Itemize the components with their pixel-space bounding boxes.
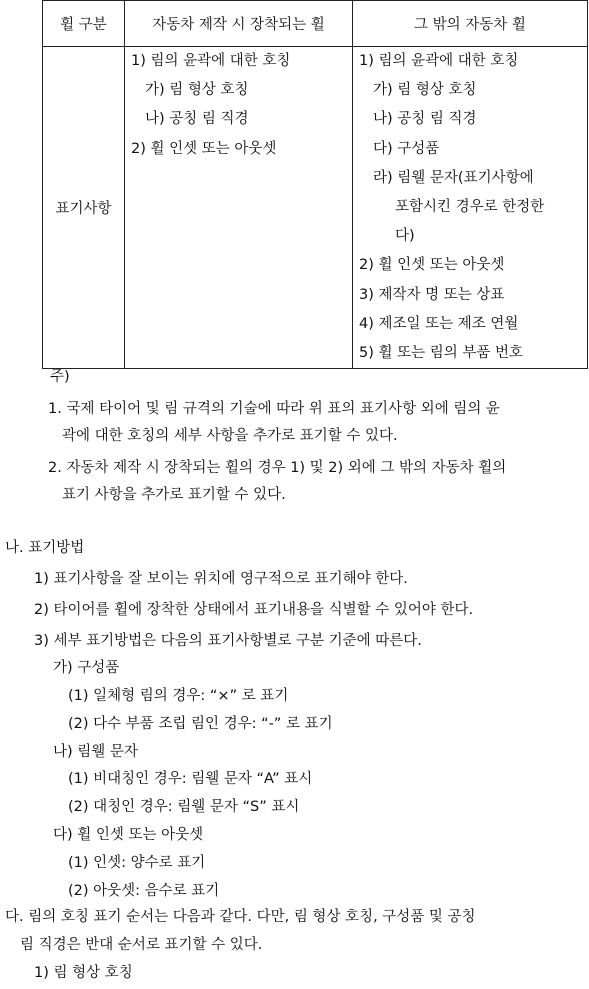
list-item: 2) 휠 인셋 또는 아웃셋 <box>359 257 505 274</box>
offset-item-2: (2) 아웃셋: 음수로 표기 <box>68 883 220 899</box>
table-header-row <box>43 1 588 47</box>
rim-well-item-2: (2) 대칭인 경우: 림웰 문자 “S” 표시 <box>68 799 300 815</box>
list-item: 나) 공칭 림 직경 <box>373 111 477 128</box>
order-item-1: 1) 림 형상 호칭 <box>34 965 133 981</box>
sub-heading-components: 가) 구성품 <box>53 660 120 676</box>
list-item: 다) <box>395 228 415 245</box>
list-item: 포함시킨 경우로 한정한 <box>395 198 545 215</box>
header-wheel-type: 휠 구분 <box>43 1 125 47</box>
header-other-wheel: 그 밖의 자동차 휠 <box>353 1 588 47</box>
list-item: 라) 림웰 문자(표기사항에 <box>373 169 534 186</box>
other-wheel-cell <box>353 47 588 369</box>
offset-item-1: (1) 인셋: 양수로 표기 <box>68 855 206 871</box>
components-item-1: (1) 일체형 림의 경우: “×” 로 표기 <box>68 688 289 704</box>
table-row <box>43 47 588 369</box>
sub-heading-rim-well: 나) 림웰 문자 <box>53 744 138 760</box>
marking-table <box>42 0 588 369</box>
section-da-line-2: 림 직경은 반대 순서로 표기할 수 있다. <box>20 937 263 953</box>
list-item: 4) 제조일 또는 제조 연월 <box>359 315 519 332</box>
method-item-2: 2) 타이어를 휠에 장착한 상태에서 표기내용을 식별할 수 있어야 한다. <box>34 602 474 618</box>
note-2-line-2: 표기 사항을 추가로 표기할 수 있다. <box>62 487 286 503</box>
method-item-1: 1) 표기사항을 잘 보이는 위치에 영구적으로 표기해야 한다. <box>34 571 408 587</box>
note-heading: 주) <box>50 369 70 385</box>
rim-well-item-1: (1) 비대칭인 경우: 림웰 문자 “A” 표시 <box>68 771 313 787</box>
components-item-2: (2) 다수 부품 조립 림인 경우: “-” 로 표기 <box>68 716 333 732</box>
method-item-3: 3) 세부 표기방법은 다음의 표기사항별로 구분 기준에 따른다. <box>34 633 422 649</box>
note-1-line-2: 곽에 대한 호칭의 세부 사항을 추가로 표기할 수 있다. <box>62 428 398 444</box>
sub-heading-offset: 다) 휠 인셋 또는 아웃셋 <box>53 827 204 843</box>
list-item: 가) 림 형상 호칭 <box>373 82 477 99</box>
header-oem-wheel: 자동차 제작 시 장착되는 휠 <box>125 1 353 47</box>
oem-wheel-cell <box>125 47 353 369</box>
list-item: 가) 림 형상 호칭 <box>145 82 249 99</box>
list-item: 2) 휠 인셋 또는 아웃셋 <box>131 140 277 157</box>
list-item: 5) 휠 또는 림의 부품 번호 <box>359 344 523 361</box>
list-item: 3) 제작자 명 또는 상표 <box>359 286 505 303</box>
list-item: 1) 림의 윤곽에 대한 호칭 <box>359 53 519 69</box>
list-item: 1) 림의 윤곽에 대한 호칭 <box>131 53 291 69</box>
list-item: 나) 공칭 림 직경 <box>145 111 249 128</box>
note-1-line-1: 1. 국제 타이어 및 림 규격의 기술에 따라 위 표의 표기사항 외에 림의 윤 <box>48 401 500 417</box>
row-label-marking: 표기사항 <box>43 47 125 369</box>
section-na-heading: 나. 표기방법 <box>5 540 85 556</box>
list-item: 다) 구성품 <box>373 140 440 157</box>
note-2-line-1: 2. 자동차 제작 시 장착되는 휠의 경우 1) 및 2) 외에 그 밖의 자동차 휠의 <box>48 460 507 476</box>
section-da-line-1: 다. 림의 호칭 표기 순서는 다음과 같다. 다만, 림 형상 호칭, 구성품 및 공칭 <box>5 909 476 925</box>
